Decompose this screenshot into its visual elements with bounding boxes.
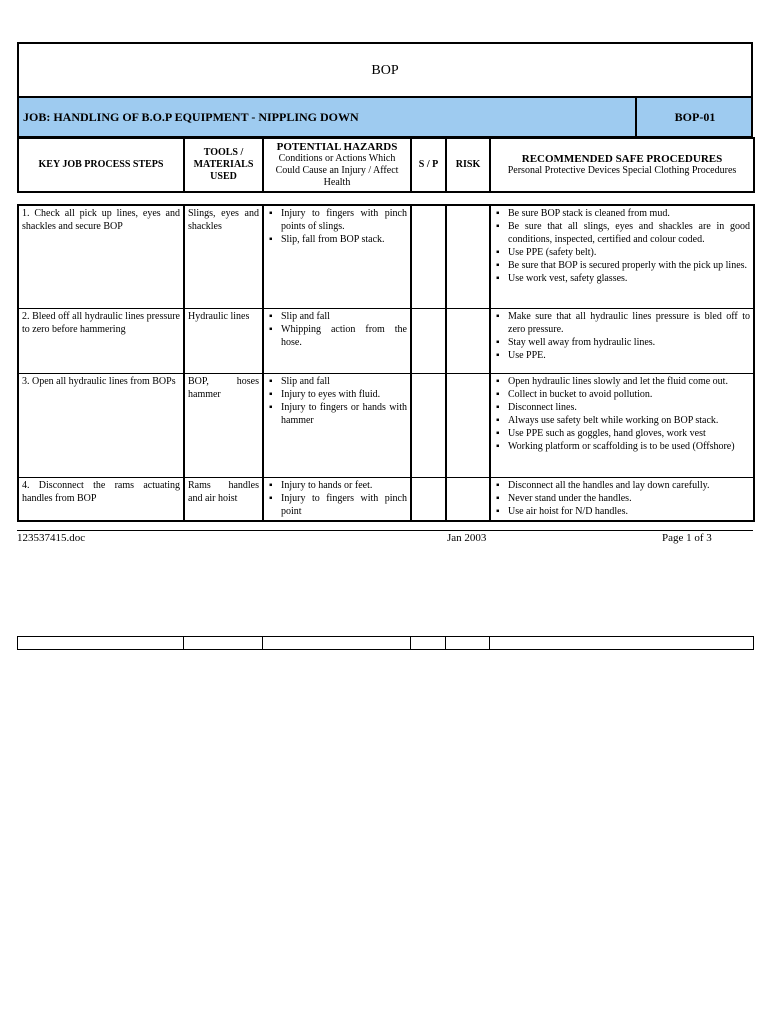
hazard-item: ▪ Slip and fall [267,375,407,388]
procedure-item: ▪ Use PPE such as goggles, hand gloves, work vest [494,427,750,440]
procedure-item: ▪ Be sure BOP stack is cleaned from mud. [494,207,750,220]
hazard-item: ▪ Slip, fall from BOP stack. [267,233,407,246]
table-row [18,637,754,650]
empty-cell [184,637,263,650]
empty-cell [446,637,490,650]
footer-divider [17,530,753,531]
procedures-cell [490,308,754,373]
job-title: JOB: HANDLING OF B.O.P EQUIPMENT - NIPPLING DOWN [23,109,359,124]
hazard-item: ▪ Injury to fingers or hands with hammer [267,401,407,427]
step-cell: 3. Open all hydraulic lines from BOPs [18,373,184,477]
procedure-item: ▪ Working platform or scaffolding is to be used (Offshore) [494,440,750,453]
table-row [18,205,754,308]
hazards-cell [263,205,411,308]
procedure-item: ▪ Be sure that BOP is secured properly with the pick up lines. [494,259,750,272]
empty-cell [263,637,411,650]
procedure-item: ▪ Always use safety belt while working on BOP stack. [494,414,750,427]
procedures-cell [490,373,754,477]
hazards-cell [263,477,411,521]
tools-cell: Hydraulic lines [184,308,263,373]
hazard-item: ▪ Injury to fingers with pinch point [267,492,407,518]
header-hazards-title: POTENTIAL HAZARDS [276,141,398,153]
sp-cell [411,373,446,477]
tools-cell: BOP, hoses hammer [184,373,263,477]
sp-cell [411,308,446,373]
risk-cell [446,205,490,308]
step-cell: 1. Check all pick up lines, eyes and shackles and secure BOP [18,205,184,308]
procedure-item: ▪ Collect in bucket to avoid pollution. [494,388,750,401]
step-cell: 4. Disconnect the rams actuating handles from BOP [18,477,184,521]
procedure-item: ▪ Disconnect lines. [494,401,750,414]
procedure-item: ▪ Use PPE. [494,349,750,362]
job-header-row [17,96,753,138]
risk-cell [446,373,490,477]
empty-cell [18,637,184,650]
risk-cell [446,477,490,521]
footer-date: Jan 2003 [447,532,487,544]
footer-page-number: Page 1 of 3 [662,532,712,544]
sp-cell [411,205,446,308]
empty-cell [490,637,754,650]
hazard-item: ▪ Injury to eyes with fluid. [267,388,407,401]
table-row [18,373,754,477]
procedure-item: ▪ Disconnect all the handles and lay down carefully. [494,479,750,492]
column-header-table [17,137,755,193]
header-sp: S / P [411,138,446,192]
tools-cell: Rams handles and air hoist [184,477,263,521]
procedure-item: ▪ Never stand under the handles. [494,492,750,505]
table-row [18,308,754,373]
footer-filename: 123537415.doc [17,532,86,544]
hazard-item: ▪ Injury to hands or feet. [267,479,407,492]
header-hazards [263,138,411,192]
hazards-cell [263,373,411,477]
job-code: BOP-01 [635,98,753,136]
header-risk: RISK [446,138,490,192]
procedure-item: ▪ Open hydraulic lines slowly and let the fluid come out. [494,375,750,388]
hazard-item: ▪ Slip and fall [267,310,407,323]
header-tools: TOOLS / MATERIALS USED [184,138,263,192]
procedure-table [17,204,755,522]
risk-cell [446,308,490,373]
procedure-item: ▪ Use work vest, safety glasses. [494,272,750,285]
hazard-item: ▪ Injury to fingers with pinch points of slings. [267,207,407,233]
procedures-cell [490,205,754,308]
continuation-table [17,636,754,650]
tools-cell: Slings, eyes and shackles [184,205,263,308]
sp-cell [411,477,446,521]
procedure-item: ▪ Use air hoist for N/D handles. [494,505,750,518]
procedure-item: ▪ Stay well away from hydraulic lines. [494,336,750,349]
procedure-item: ▪ Make sure that all hydraulic lines pressure is bled off to zero pressure. [494,310,750,336]
procedure-item: ▪ Use PPE (safety belt). [494,246,750,259]
document-title: BOP [17,42,753,97]
hazard-item: ▪ Whipping action from the hose. [267,323,407,349]
hazards-cell [263,308,411,373]
header-hazards-sub: Conditions or Actions Which Could Cause an Injury / Affect Health [275,153,399,188]
empty-cell [411,637,446,650]
procedure-item: ▪ Be sure that all slings, eyes and shackles are in good conditions, inspected, certified and colour coded. [494,220,750,246]
table-row [18,477,754,521]
header-procedures [490,138,754,192]
procedures-cell [490,477,754,521]
header-steps: KEY JOB PROCESS STEPS [18,138,184,192]
header-procedures-title: RECOMMENDED SAFE PROCEDURES [521,153,723,165]
header-procedures-sub: Personal Protective Devices Special Clothing Procedures [507,165,737,176]
step-cell: 2. Bleed off all hydraulic lines pressure to zero before hammering [18,308,184,373]
